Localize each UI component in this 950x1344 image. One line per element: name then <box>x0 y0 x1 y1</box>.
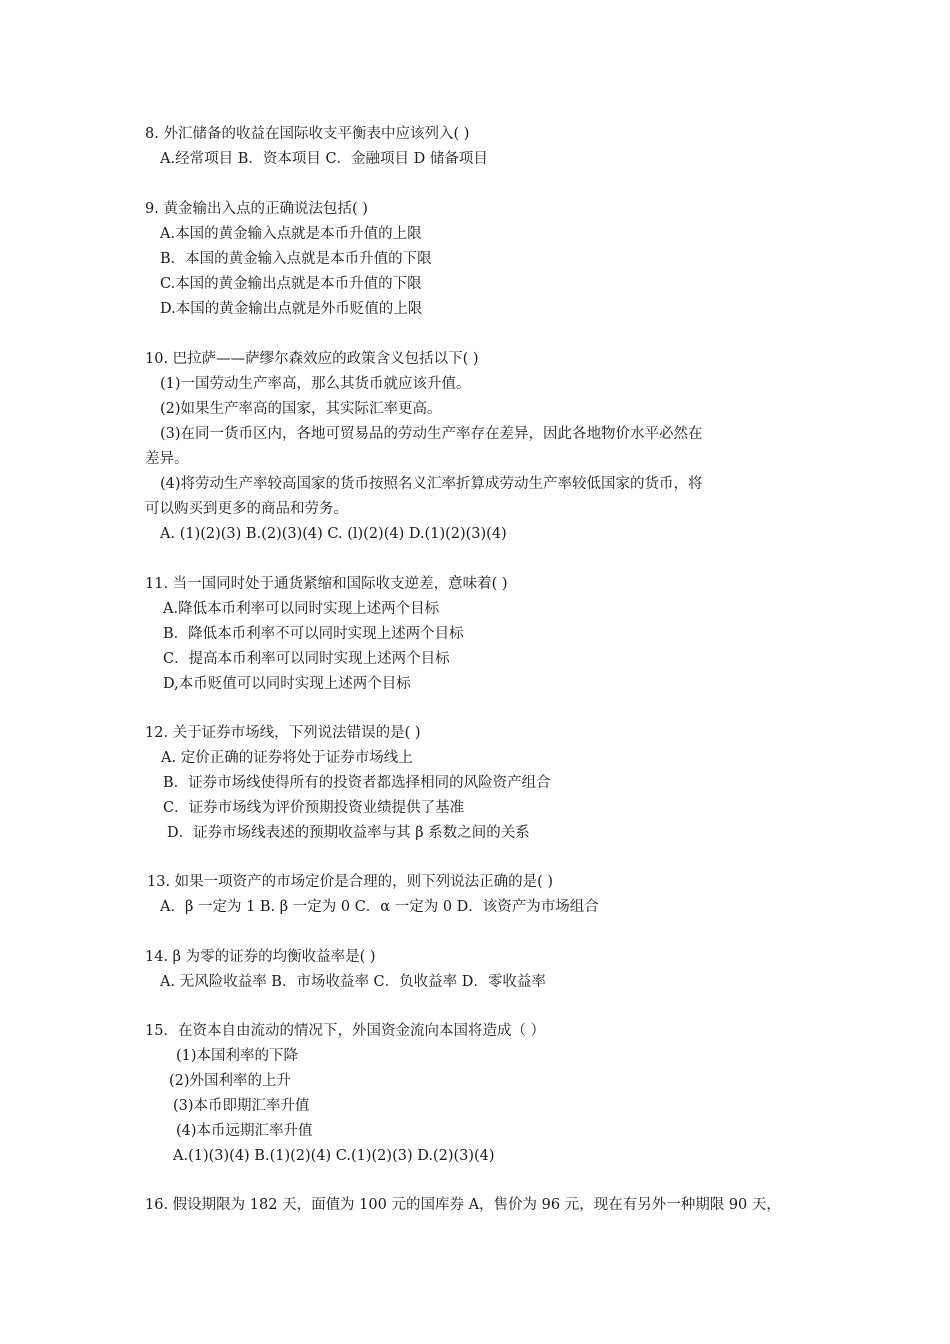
question-9-option-d: D.本国的黄金输出点就是外币贬值的上限 <box>160 301 423 317</box>
question-15-options: A.(1)(3)(4) B.(1)(2)(4) C.(1)(2)(3) D.(2)(3)(4) <box>173 1148 495 1164</box>
question-10-statement-4-cont: 可以购买到更多的商品和劳务。 <box>145 501 348 517</box>
question-14-options: A. 无风险收益率 B．市场收益率 C．负收益率 D．零收益率 <box>160 974 546 990</box>
question-9-option-a: A.本国的黄金输入点就是本币升值的上限 <box>160 226 422 242</box>
question-11-option-d: D,本币贬值可以同时实现上述两个目标 <box>163 676 411 692</box>
question-14-stem: 14. β 为零的证券的均衡收益率是( ) <box>145 949 376 965</box>
question-15-statement-1: (1)本国利率的下降 <box>176 1048 299 1064</box>
question-15-statement-2: (2)外国利率的上升 <box>169 1073 292 1089</box>
question-15-stem: 15．在资本自由流动的情况下，外国资金流向本国将造成（ ） <box>145 1023 546 1039</box>
question-16-stem: 16. 假设期限为 182 天，面值为 100 元的国库券 A，售价为 96 元，现在有另外一种期限 90 天， <box>145 1197 781 1213</box>
question-9-stem: 9. 黄金输出入点的正确说法包括( ) <box>145 201 368 217</box>
question-15-statement-3: (3)本币即期汇率升值 <box>173 1098 310 1114</box>
question-11-option-b: B．降低本币利率不可以同时实现上述两个目标 <box>163 626 464 642</box>
question-11-stem: 11. 当一国同时处于通货紧缩和国际收支逆差，意味着( ) <box>145 576 508 592</box>
question-9-option-b: B．本国的黄金输入点就是本币升值的下限 <box>160 251 432 267</box>
question-12-option-d: D．证券市场线表述的预期收益率与其 β 系数之间的关系 <box>167 825 530 841</box>
question-8-stem: 8. 外汇储备的收益在国际收支平衡表中应该列入( ) <box>145 126 470 142</box>
question-12-option-c: C．证券市场线为评价预期投资业绩提供了基准 <box>163 800 465 816</box>
question-15-statement-4: (4)本币远期汇率升值 <box>176 1123 313 1139</box>
question-10-statement-3: (3)在同一货币区内，各地可贸易品的劳动生产率存在差异，因此各地物价水平必然在 <box>160 426 703 442</box>
question-10-statement-4: (4)将劳动生产率较高国家的货币按照名义汇率折算成劳动生产率较低国家的货币，将 <box>160 476 703 492</box>
question-12-stem: 12. 关于证券市场线，下列说法错误的是( ) <box>145 725 421 741</box>
question-10-stem: 10. 巴拉萨——萨缪尔森效应的政策含义包括以下( ) <box>145 351 479 367</box>
question-8-options: A.经常项目 B．资本项目 C．金融项目 D 储备项目 <box>160 151 488 167</box>
question-10-statement-1: (1)一国劳动生产率高，那么其货币就应该升值。 <box>160 376 471 392</box>
question-11-option-c: C．提高本币利率可以同时实现上述两个目标 <box>163 651 450 667</box>
question-12-option-a: A. 定价正确的证券将处于证券市场线上 <box>161 750 413 766</box>
question-12-option-b: B．证券市场线使得所有的投资者都选择相同的风险资产组合 <box>163 775 551 791</box>
question-10-options: A. (1)(2)(3) B.(2)(3)(4) C. (l)(2)(4) D.(1)(2)(3)(4) <box>160 526 507 542</box>
question-13-options: A．β 一定为 1 B. β 一定为 0 C．α 一定为 0 D．该资产为市场组合 <box>160 899 599 915</box>
question-10-statement-3-cont: 差异。 <box>145 451 189 467</box>
question-13-stem: 13. 如果一项资产的市场定价是合理的，则下列说法正确的是( ) <box>147 874 554 890</box>
question-11-option-a: A.降低本币利率可以同时实现上述两个目标 <box>163 601 440 617</box>
question-9-option-c: C.本国的黄金输出点就是本币升值的下限 <box>160 276 422 292</box>
question-10-statement-2: (2)如果生产率高的国家，其实际汇率更高。 <box>160 401 442 417</box>
